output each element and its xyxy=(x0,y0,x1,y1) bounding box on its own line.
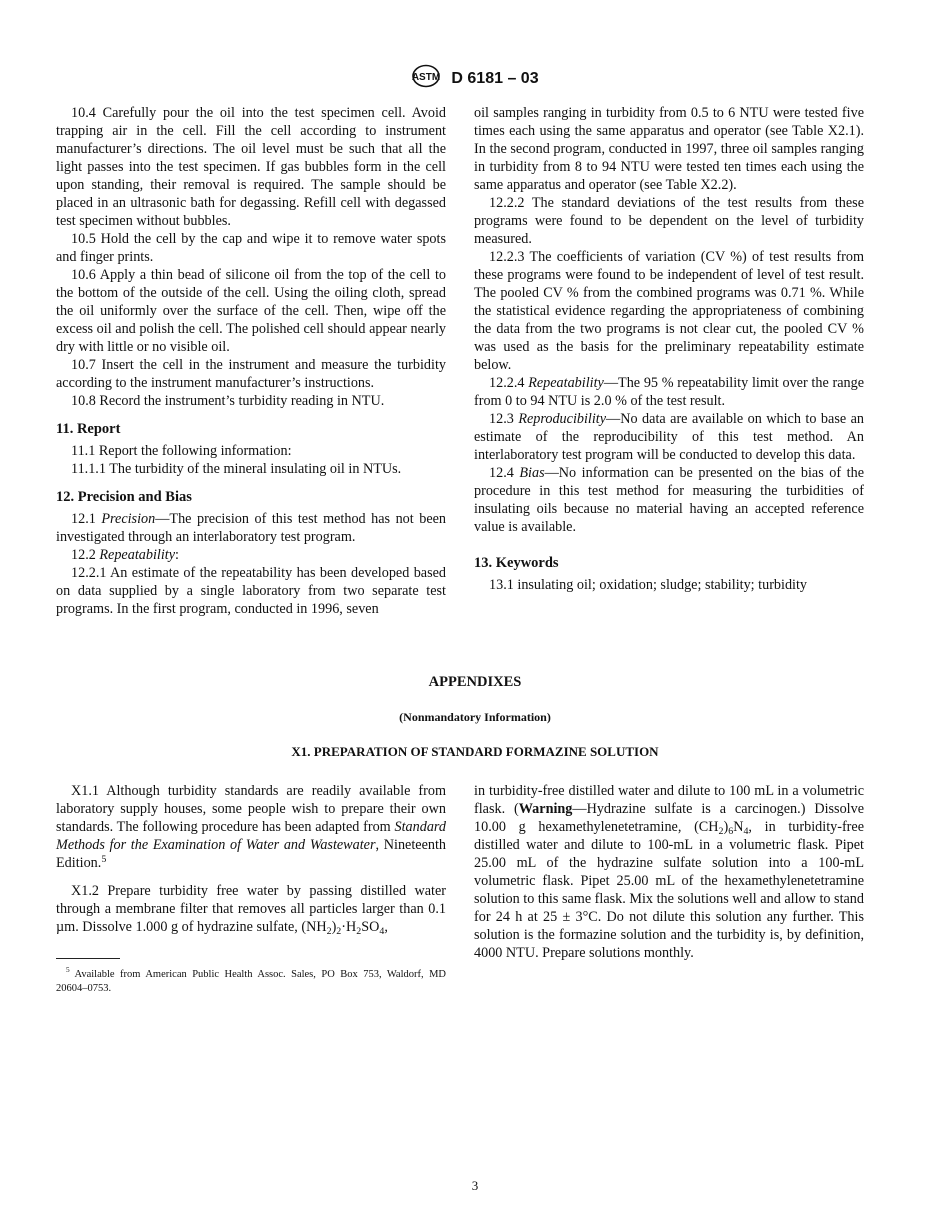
subscript: 4 xyxy=(379,926,385,937)
para-text: SO xyxy=(361,919,380,935)
appendix-right-column xyxy=(474,782,864,962)
warning-label: Warning xyxy=(518,801,573,817)
term-repeatability: Repeatability xyxy=(528,375,604,391)
paragraph-11-1: 11.1 Report the following information: xyxy=(71,443,292,459)
term-precision: Precision xyxy=(101,511,156,527)
para-number: 12.2 xyxy=(71,547,96,563)
left-column xyxy=(56,104,446,618)
para-text: in turbidity-free distilled water and dilute to 100 mL in a volumetric flask. ( xyxy=(474,783,864,817)
para-text: ·H xyxy=(341,919,357,935)
para-text: —No information can be presented on the bias of the procedure in this test method for measuring the turbidities of insulating oils because no material having an accepted reference value is available. xyxy=(474,465,864,535)
page-header xyxy=(0,64,950,93)
subscript: 6 xyxy=(728,826,734,837)
subscript: 2 xyxy=(356,926,362,937)
subscript: 2 xyxy=(326,926,332,937)
page-number: 3 xyxy=(471,1178,479,1193)
para-text: , in turbidity-free distilled water and dilute to 100-mL in a volumetric flask. Pipet 25.00 mL of the hydrazine sulfate solution into a 100-mL volumetric flask. Pipet 25.00 mL of the hexamethylenetetramine solution to this same flask. Mix the solutions well and allow to stand for 24 h at 25 ± 3°C. Do not dilute this solution any further. This solution is the formazine solution and the turbidity is, by definition, 4000 NTU. Prepare solutions monthly. xyxy=(474,819,864,961)
paragraph-12-4 xyxy=(474,464,864,536)
para-text: : xyxy=(175,547,179,563)
term-reproducibility: Reproducibility xyxy=(518,411,607,427)
paragraph-12-3 xyxy=(474,410,864,464)
footnote-marker: 5 xyxy=(66,965,70,974)
section-heading-report: 11. Report xyxy=(56,421,121,437)
para-text: X1.2 Prepare turbidity free water by passing distilled water through a membrane filter that removes all particles larger than 0.1 µm. Dissolve 1.000 g of hydrazine sulfate, (NH xyxy=(56,883,446,935)
standard-designation: D 6181 – 03 xyxy=(451,69,539,87)
para-text: ) xyxy=(723,819,729,835)
para-number: 12.4 xyxy=(489,465,514,481)
para-number: 12.2.4 xyxy=(489,375,525,391)
paragraph-12-2-2: 12.2.2 The standard deviations of the test results from these programs were found to be dependent on the level of turbidity measured. xyxy=(474,195,864,247)
paragraph-12-2-1: 12.2.1 An estimate of the repeatability has been developed based on data supplied by a single laboratory from two separate test programs. In the first program, conducted in 1996, seven xyxy=(56,565,446,617)
paragraph-10-4: 10.4 Carefully pour the oil into the test specimen cell. Avoid trapping air in the cell. Fill the cell according to instrument manufacturer’s directions. The oil level must be such that all the light passes into the test specimen. If gas bubbles form in the cell upon standing, their removal is required. The sample should be placed in an ultrasonic bath for degassing. Refill cell with degassed test specimen without bubbles. xyxy=(56,105,446,229)
footnote-divider xyxy=(56,958,120,959)
appendixes-subtitle: (Nonmandatory Information) xyxy=(399,710,551,724)
appendix-left-column xyxy=(56,782,446,936)
paragraph-13-1: 13.1 insulating oil; oxidation; sludge; stability; turbidity xyxy=(489,577,808,593)
para-text: , xyxy=(384,919,388,935)
paragraph-x1-1 xyxy=(56,782,446,872)
paragraph-10-8: 10.8 Record the instrument’s turbidity reading in NTU. xyxy=(71,393,385,409)
right-column xyxy=(474,104,864,594)
footnote-marker: 5 xyxy=(101,854,107,865)
footnote-5 xyxy=(56,965,446,996)
para-number: 12.3 xyxy=(489,411,514,427)
footnote-text: Available from American Public Health Assoc. Sales, PO Box 753, Waldorf, MD 20604–0753. xyxy=(56,969,446,994)
term-repeatability: Repeatability xyxy=(99,547,176,563)
paragraph-10-7: 10.7 Insert the cell in the instrument and measure the turbidity according to the instrument manufacturer’s instructions. xyxy=(56,357,446,391)
paragraph-10-6: 10.6 Apply a thin bead of silicone oil from the top of the cell to the bottom of the outside of the cell. Using the oiling cloth, spread the oil uniformly over the surface of the cell. Then, wipe off the excess oil and polish the cell. The polished cell should appear nearly dry with little or no visible oil. xyxy=(56,267,446,355)
paragraph-12-2-3: 12.2.3 The coefficients of variation (CV %) of test results from these programs were found to be independent of level of test result. The pooled CV % from the combined programs was 0.71 %. While the statistical evidence regarding the appropriateness of combining the data from the two programs is not clear cut, the pooled CV % was used as the basis for the preliminary repeatability estimate below. xyxy=(474,249,864,373)
paragraph-12-2-1-continued: oil samples ranging in turbidity from 0.5 to 6 NTU were tested five times each using the same apparatus and operator (see Table X2.1). In the second program, conducted in 1997, three oil samples ranging in turbidity from 8 to 94 NTU were tested ten times each using the same apparatus and operator (see Table X2.2). xyxy=(474,105,864,193)
para-text: —The precision of this test method has not been investigated through an interlaboratory test program. xyxy=(56,511,447,545)
para-text: , Nineteenth Edition. xyxy=(56,837,447,871)
reference-title: Standard Methods for the Examination of Water and Wastewater xyxy=(56,819,446,853)
astm-logo-icon xyxy=(411,64,441,93)
para-text: N xyxy=(733,819,744,835)
paragraph-10-5: 10.5 Hold the cell by the cap and wipe it to remove water spots and finger prints. xyxy=(56,231,446,265)
section-heading-precision-bias: 12. Precision and Bias xyxy=(56,489,192,505)
paragraph-x1-2 xyxy=(56,882,446,936)
appendix-x1-title: X1. PREPARATION OF STANDARD FORMAZINE SOLUTION xyxy=(291,744,659,759)
appendixes-title: APPENDIXES xyxy=(428,674,522,690)
paragraph-x1-2-continued xyxy=(474,782,864,962)
section-heading-keywords: 13. Keywords xyxy=(474,555,559,571)
paragraph-11-1-1: 11.1.1 The turbidity of the mineral insulating oil in NTUs. xyxy=(71,461,402,477)
para-text: —No data are available on which to base an estimate of the reproducibility of this test method. An interlaboratory test program will be conducted to develop this data. xyxy=(474,411,865,463)
paragraph-12-1 xyxy=(56,510,446,546)
svg-text:ASTM: ASTM xyxy=(412,72,441,83)
paragraph-12-2 xyxy=(56,546,446,564)
subscript: 4 xyxy=(743,826,749,837)
para-text: —The 95 % repeatability limit over the range from 0 to 94 NTU is 2.0 % of the test result. xyxy=(474,375,864,409)
para-text: —Hydrazine sulfate is a carcinogen.) Dissolve 10.00 g hexamethylenetetramine, (CH xyxy=(474,801,864,835)
paragraph-12-2-4 xyxy=(474,374,864,410)
para-text: X1.1 Although turbidity standards are readily available from laboratory supply houses, some people wish to prepare their own standards. The following procedure has been adapted from xyxy=(56,783,446,835)
term-bias: Bias xyxy=(519,465,545,481)
subscript: 2 xyxy=(718,826,724,837)
subscript: 2 xyxy=(336,926,342,937)
para-text: ) xyxy=(331,919,337,935)
para-number: 12.1 xyxy=(71,511,96,527)
